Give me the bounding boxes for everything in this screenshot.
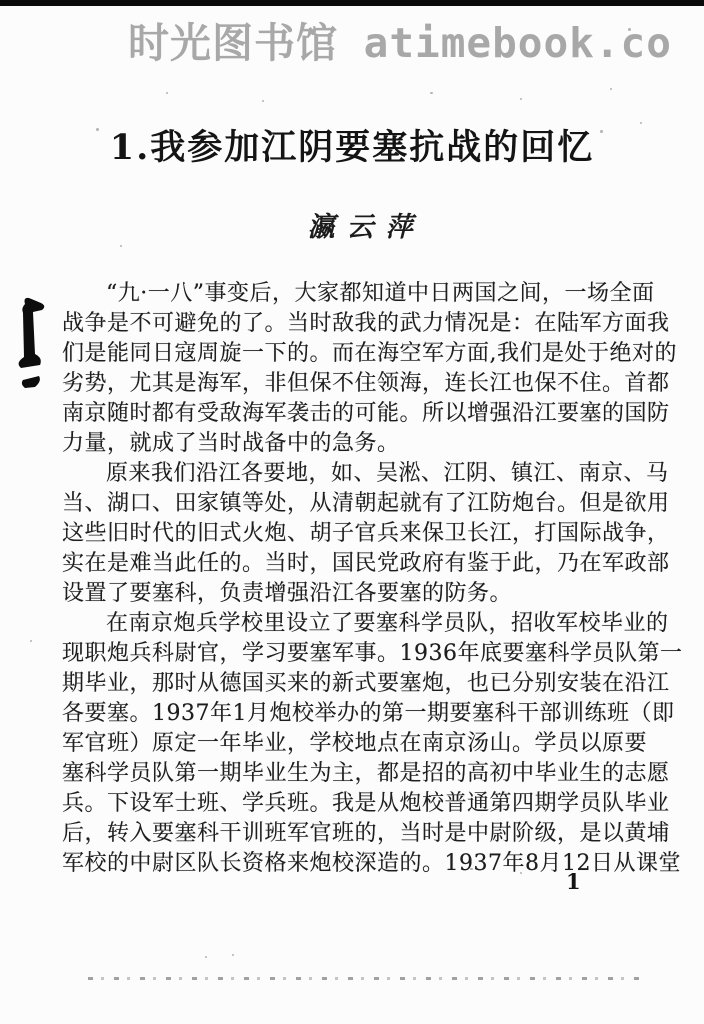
scan-speck xyxy=(166,92,168,94)
scan-speck xyxy=(205,956,207,958)
ink-blot xyxy=(8,288,52,398)
chapter-title: 1.我参加江阴要塞抗战的回忆 xyxy=(109,127,595,168)
scan-speck xyxy=(628,28,631,31)
text-line: 期毕业，那时从德国买来的新式要塞炮，也已分别安装在沿江 xyxy=(62,671,670,696)
scan-speck xyxy=(430,92,433,94)
scan-speck xyxy=(610,88,612,90)
body-text xyxy=(62,279,683,879)
author-name: 瀛云萍 xyxy=(307,212,425,243)
text-line: 劣势，尤其是海军，非但保不住领海，连长江也保不住。首都 xyxy=(62,371,670,396)
scan-noise-line xyxy=(88,977,640,980)
text-line: 南京随时都有受敌海军袭击的可能。所以增强沿江要塞的国防 xyxy=(62,401,670,426)
text-line: 军官班）原定一年毕业，学校地点在南京汤山。学员以原要 xyxy=(62,731,648,756)
text-line: 塞科学员队第一期毕业生为主，都是招的高初中毕业生的志愿 xyxy=(62,761,670,786)
text-line: 这些旧时代的旧式火炮、胡子官兵来保卫长江，打国际战争， xyxy=(62,521,670,546)
text-line: 实在是难当此任的。当时，国民党政府有鉴于此，乃在军政部 xyxy=(62,551,670,576)
text-line: 原来我们沿江各要地，如、吴淞、江阴、镇江、南京、马 xyxy=(106,461,669,486)
text-line: “九·一八”事变后，大家都知道中日两国之间，一场全面 xyxy=(106,281,655,306)
watermark: 时光图书馆 atimebook.co xyxy=(128,19,672,67)
text-line: 战争是不可避免的了。当时敌我的武力情况是：在陆军方面我 xyxy=(62,311,670,336)
scan-speck xyxy=(600,130,603,133)
page-number: 1 xyxy=(566,869,581,894)
scan-speck xyxy=(232,954,234,956)
scan-speck xyxy=(640,122,642,124)
scan-speck xyxy=(96,128,99,131)
scan-speck xyxy=(120,245,122,247)
scan-speck xyxy=(520,872,522,874)
text-line: 当、湖口、田家镇等处，从清朝起就有了江防炮台。但是欲用 xyxy=(62,491,670,516)
text-line: 力量，就成了当时战备中的急务。 xyxy=(62,431,400,456)
text-line: 在南京炮兵学校里设立了要塞科学员队，招收军校毕业的 xyxy=(106,611,669,636)
scan-speck xyxy=(30,640,32,642)
text-line: 后，转入要塞科干训班军官班的，当时是中尉阶级，是以黄埔 xyxy=(62,821,670,846)
scan-speck xyxy=(470,868,473,870)
text-line: 设置了要塞科，负责增强沿江各要塞的防务。 xyxy=(62,581,513,606)
text-line: 们是能同日寇周旋一下的。而在海空军方面,我们是处于绝对的 xyxy=(62,341,677,366)
scan-speck xyxy=(520,98,522,100)
text-line: 现职炮兵科尉官，学习要塞军事。1936年底要塞科学员队第一 xyxy=(62,641,683,666)
text-line: 各要塞。1937年1月炮校举办的第一期要塞科干部训练班（即 xyxy=(62,701,675,726)
scan-edge-bar xyxy=(0,0,704,6)
text-line: 兵。下设军士班、学兵班。我是从炮校普通第四期学员队毕业 xyxy=(62,791,670,816)
scan-speck xyxy=(262,100,264,102)
text-line: 军校的中尉区队长资格来炮校深造的。1937年8月12日从课堂 xyxy=(62,851,681,876)
